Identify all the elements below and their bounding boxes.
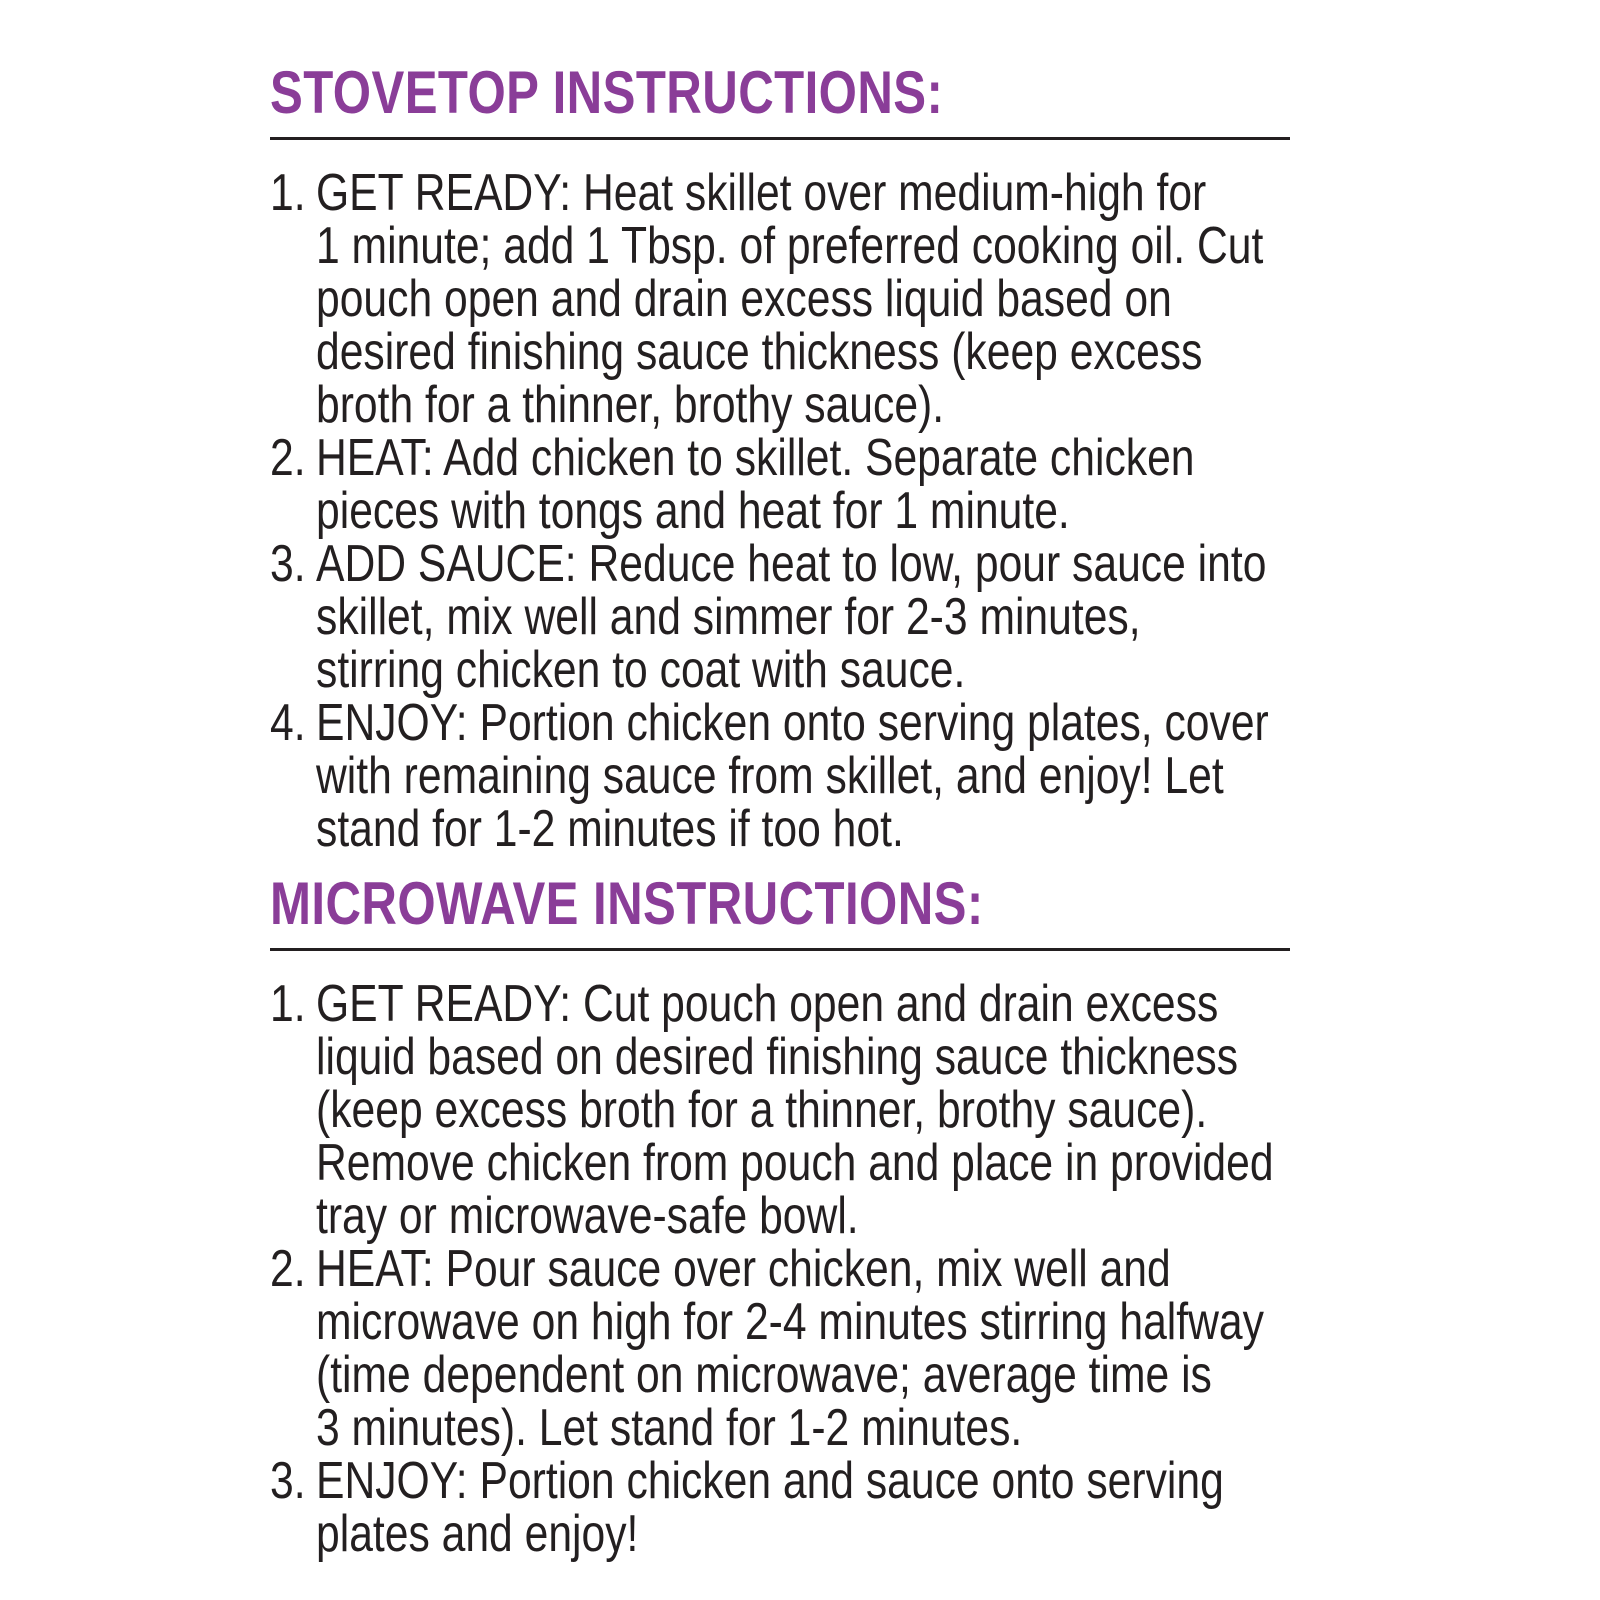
step-line: skillet, mix well and simmer for 2-3 minutes, <box>316 588 1141 646</box>
microwave-step-1 <box>270 975 1290 1245</box>
step-line: 1 minute; add 1 Tbsp. of preferred cooking oil. Cut <box>316 217 1264 275</box>
step-number: 2. <box>270 429 306 487</box>
step-text <box>316 535 1284 699</box>
stovetop-divider <box>270 137 1290 140</box>
stovetop-step-2 <box>270 429 1290 540</box>
stovetop-step-4 <box>270 694 1290 858</box>
stovetop-steps-list <box>270 164 1290 858</box>
step-line: desired finishing sauce thickness (keep excess <box>316 323 1203 381</box>
microwave-heading: MICROWAVE INSTRUCTIONS: <box>270 870 984 937</box>
step-line: 3 minutes). Let stand for 1-2 minutes. <box>316 1399 1023 1457</box>
step-text <box>316 1240 1284 1457</box>
stovetop-step-1 <box>270 164 1290 434</box>
microwave-step-3 <box>270 1452 1290 1563</box>
step-line: pouch open and drain excess liquid based on <box>316 270 1172 328</box>
step-line: liquid based on desired finishing sauce thickness <box>316 1028 1239 1086</box>
step-line: microwave on high for 2-4 minutes stirring halfway <box>316 1293 1264 1351</box>
step-line: stirring chicken to coat with sauce. <box>316 641 966 699</box>
step-line: GET READY: Cut pouch open and drain excess <box>316 975 1219 1033</box>
step-line: GET READY: Heat skillet over medium-high for <box>316 164 1207 222</box>
step-text <box>316 975 1284 1245</box>
step-number: 3. <box>270 535 306 593</box>
stovetop-heading: STOVETOP INSTRUCTIONS: <box>270 59 944 126</box>
step-number: 1. <box>270 975 306 1033</box>
step-number: 2. <box>270 1240 306 1298</box>
step-text <box>316 164 1284 434</box>
microwave-divider <box>270 948 1290 951</box>
stovetop-step-3 <box>270 535 1290 699</box>
step-line: ENJOY: Portion chicken and sauce onto serving <box>316 1452 1224 1510</box>
step-line: (time dependent on microwave; average time is <box>316 1346 1212 1404</box>
microwave-steps-list <box>270 975 1290 1563</box>
step-text <box>316 694 1284 858</box>
step-line: Remove chicken from pouch and place in provided <box>316 1134 1274 1192</box>
step-line: HEAT: Pour sauce over chicken, mix well and <box>316 1240 1171 1298</box>
step-line: pieces with tongs and heat for 1 minute. <box>316 482 1070 540</box>
step-line: HEAT: Add chicken to skillet. Separate chicken <box>316 429 1195 487</box>
step-number: 3. <box>270 1452 306 1510</box>
step-line: tray or microwave-safe bowl. <box>316 1187 859 1245</box>
step-line: plates and enjoy! <box>316 1505 639 1563</box>
instructions-panel <box>270 58 1290 1561</box>
step-text <box>316 1452 1284 1563</box>
step-line: ADD SAUCE: Reduce heat to low, pour sauce into <box>316 535 1267 593</box>
step-line: stand for 1-2 minutes if too hot. <box>316 800 904 858</box>
microwave-step-2 <box>270 1240 1290 1457</box>
step-line: broth for a thinner, brothy sauce). <box>316 376 945 434</box>
step-number: 1. <box>270 164 306 222</box>
step-line: ENJOY: Portion chicken onto serving plates, cover <box>316 694 1269 752</box>
step-line: (keep excess broth for a thinner, brothy sauce). <box>316 1081 1208 1139</box>
step-text <box>316 429 1284 540</box>
step-line: with remaining sauce from skillet, and enjoy! Let <box>316 747 1224 805</box>
step-number: 4. <box>270 694 306 752</box>
